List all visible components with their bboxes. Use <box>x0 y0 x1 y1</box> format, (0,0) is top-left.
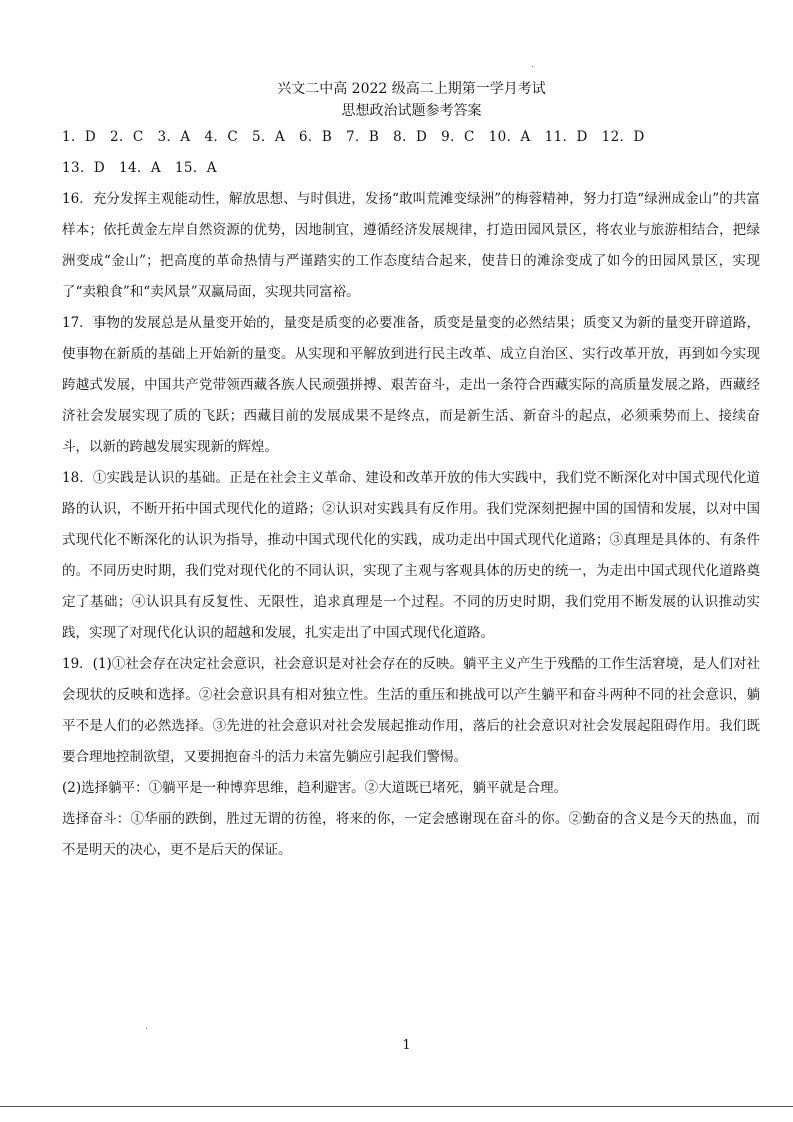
question-16-answer: 16．充分发挥主观能动性，解放思想、与时俱进，发扬“敢叫荒滩变绿洲”的梅蓉精神，努力打造“绿洲成金山”的共富样本；依托黄金左岸自然资源的优势，因地制宜，遵循经济发展规律，打造田园风景区，将农业与旅游相结合，把绿洲变成“金山”；把高度的革命热情与严谨踏实的工作态度结合起来，使昔日的滩涂变成了如今的田园风景区，实现了“卖粮食”和“卖风景”双赢局面，实现共同富裕。 <box>62 191 760 300</box>
scan-dot <box>532 66 533 67</box>
exam-title: 兴文二中高 2022 级高二上期第一学月考试 <box>277 81 546 97</box>
bottom-divider <box>0 1106 793 1107</box>
scan-dot <box>146 1028 147 1029</box>
question-19-part-2-lying-flat: (2)选择躺平：①躺平是一种博弈思维，趋利避害。②大道既已堵死，躺平就是合理。 <box>62 780 568 796</box>
multiple-choice-answers-2: 13．D 14．A 15．A <box>62 160 217 176</box>
document-title <box>0 78 793 122</box>
question-19-part-2-striving: 选择奋斗：①华丽的跌倒，胜过无谓的彷徨，将来的你，一定会感谢现在奋斗的你。②勤奋的含义是今天的热血，而不是明天的决心，更不是后天的保证。 <box>62 811 760 858</box>
question-19-part-1-answer: 19．(1)①社会存在决定社会意识，社会意识是对社会存在的反映。躺平主义产生于残酷的工作生活窘境，是人们对社会现状的反映和选择。②社会意识具有相对独立性。生活的重压和挑战可以产生躺平和奋斗两种不同的社会意识，躺平不是人们的必然选择。③先进的社会意识对社会发展起推动作用，落后的社会意识对社会发展起阻碍作用。我们既要合理地控制欲望，又要拥抱奋斗的活力未富先躺应引起我们警惕。 <box>62 656 760 765</box>
question-18-answer: 18．①实践是认识的基础。正是在社会主义革命、建设和改革开放的伟大实践中，我们党不断深化对中国式现代化道路的认识，不断开拓中国式现代化的道路；②认识对实践具有反作用。我们党深刻把握中国的国情和发展，以对中国式现代化不断深化的认识为指导，推动中国式现代化的实践，成功走出中国式现代化道路；③真理是具体的、有条件的。不同历史时期，我们党对现代化的不同认识，实现了主观与客观具体的历史的统一，为走出中国式现代化道路奠定了基础；④认识具有反复性、无限性，追求真理是一个过程。不同的历史时期，我们党用不断发展的认识推动实践，实现了对现代化认识的超越和发展，扎实走出了中国式现代化道路。 <box>62 470 760 641</box>
page-number: 1 <box>402 1038 411 1053</box>
multiple-choice-answers-1: 1．D 2．C 3．A 4．C 5．A 6．B 7．B 8．D 9．C 10．A 11．D 12．D <box>62 129 645 145</box>
answer-content <box>62 122 760 866</box>
question-17-answer: 17．事物的发展总是从量变开始的，量变是质变的必要准备，质变是量变的必然结果；质变又为新的量变开辟道路，使事物在新质的基础上开始新的量变。从实现和平解放到进行民主改革、成立自治区、实行改革开放，再到如今实现跨越式发展，中国共产党带领西藏各族人民顽强拼搏、艰苦奋斗，走出一条符合西藏实际的高质量发展之路，西藏经济社会发展实现了质的飞跃；西藏目前的发展成果不是终点，而是新生活、新奋斗的起点，必须乘势而上、接续奋斗，以新的跨越发展实现新的辉煌。 <box>62 315 760 455</box>
answer-key-title: 思想政治试题参考答案 <box>341 103 482 119</box>
